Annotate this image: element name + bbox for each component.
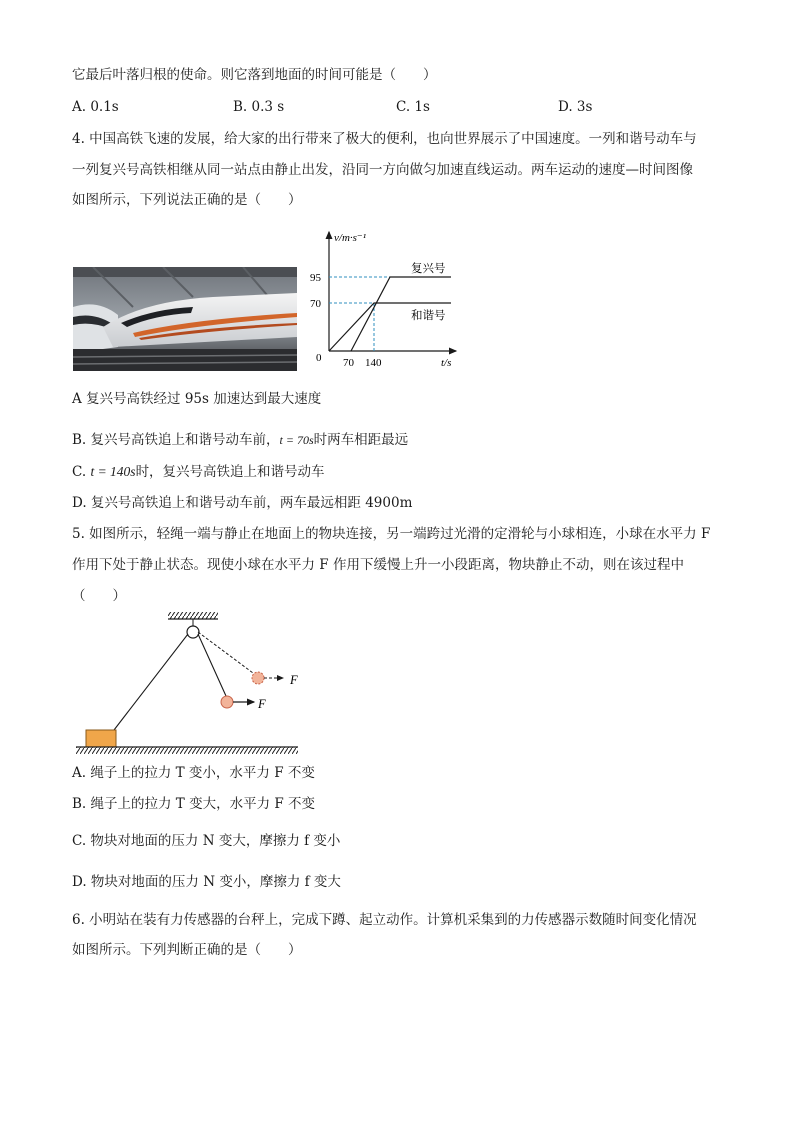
y-axis-label: v/m·s⁻¹ [334, 232, 367, 244]
label-fuxing: 复兴号 [411, 263, 446, 275]
q5-option-b: B. 绳子上的拉力 T 变大，水平力 F 不变 [72, 796, 316, 812]
q5-option-c: C. 物块对地面的压力 N 变大，摩擦力 f 变小 [72, 833, 341, 849]
rope-to-block [114, 634, 188, 730]
pulley [187, 626, 199, 638]
q3-option-c: C. 1s [396, 99, 430, 115]
q4-option-b [72, 430, 408, 450]
q4-option-b-math: t = 70s [279, 433, 314, 447]
q4-stem-line-2: 一列复兴号高铁相继从同一站点由静止出发，沿同一方向做匀加速直线运动。两车运动的速度—时间图像 [72, 162, 693, 178]
q4-option-d: D. 复兴号高铁追上和谐号动车前，两车最远相距 4900m [72, 495, 413, 511]
rope-to-ball [198, 634, 226, 696]
block [86, 730, 116, 747]
ceiling-hatch [168, 612, 218, 619]
q6-stem-line-1: 6. 小明站在装有力传感器的台秤上，完成下蹲、起立动作。计算机采集到的力传感器示数随时间变化情况 [72, 912, 697, 928]
ground-hatch [76, 747, 298, 754]
label-hexie: 和谐号 [411, 310, 446, 322]
origin-label: 0 [316, 352, 322, 364]
y-tick-95: 95 [310, 272, 321, 284]
q3-option-d: D. 3s [558, 99, 593, 115]
y-tick-70: 70 [310, 298, 321, 310]
q4-option-c [72, 462, 325, 482]
q4-option-c-text: 时，复兴号高铁追上和谐号动车 [135, 464, 325, 480]
q5-stem-line-2: 作用下处于静止状态。现使小球在水平力 F 作用下缓慢上升一小段距离，物块静止不动，则在该过程中 [72, 557, 684, 573]
x-tick-70: 70 [343, 357, 354, 369]
q4-option-a: A 复兴号高铁经过 95s 加速达到最大速度 [72, 391, 322, 407]
x-axis-label: t/s [441, 357, 452, 369]
q5-stem-line-3: （ ） [72, 588, 126, 604]
q5-stem-line-1: 5. 如图所示，轻绳一端与静止在地面上的物块连接，另一端跨过光滑的定滑轮与小球相连，小球在水平力 F [72, 526, 711, 542]
q4-option-c-math: t = 140s [90, 464, 136, 479]
q3-option-b: B. 0.3 s [233, 99, 285, 115]
ball [221, 696, 233, 708]
train-photo [73, 267, 297, 371]
ball-raised [252, 672, 264, 684]
q4-option-b-text-end: 时两车相距最远 [313, 432, 409, 448]
q5-option-d: D. 物块对地面的压力 N 变小，摩擦力 f 变大 [72, 874, 341, 890]
q3-option-a: A. 0.1s [72, 99, 119, 115]
q4-stem-line-3: 如图所示，下列说法正确的是（ ） [72, 192, 302, 208]
q4-stem-line-1: 4. 中国高铁飞速的发展，给大家的出行带来了极大的便利，也向世界展示了中国速度。一列和谐号动车与 [72, 131, 697, 147]
x-tick-140: 140 [365, 357, 382, 369]
q5-option-a: A. 绳子上的拉力 T 变小，水平力 F 不变 [72, 765, 315, 781]
q6-stem-line-2: 如图所示。下列判断正确的是（ ） [72, 942, 302, 958]
q4-option-b-text: B. 复兴号高铁追上和谐号动车前， [72, 432, 280, 448]
vt-graph [310, 226, 470, 372]
force-label-raised: F [290, 673, 298, 687]
pulley-diagram [72, 610, 304, 756]
q3-stem-tail: 它最后叶落归根的使命。则它落到地面的时间可能是（ ） [72, 67, 437, 83]
force-label: F [258, 697, 266, 711]
q4-option-c-label: C. [72, 464, 91, 480]
